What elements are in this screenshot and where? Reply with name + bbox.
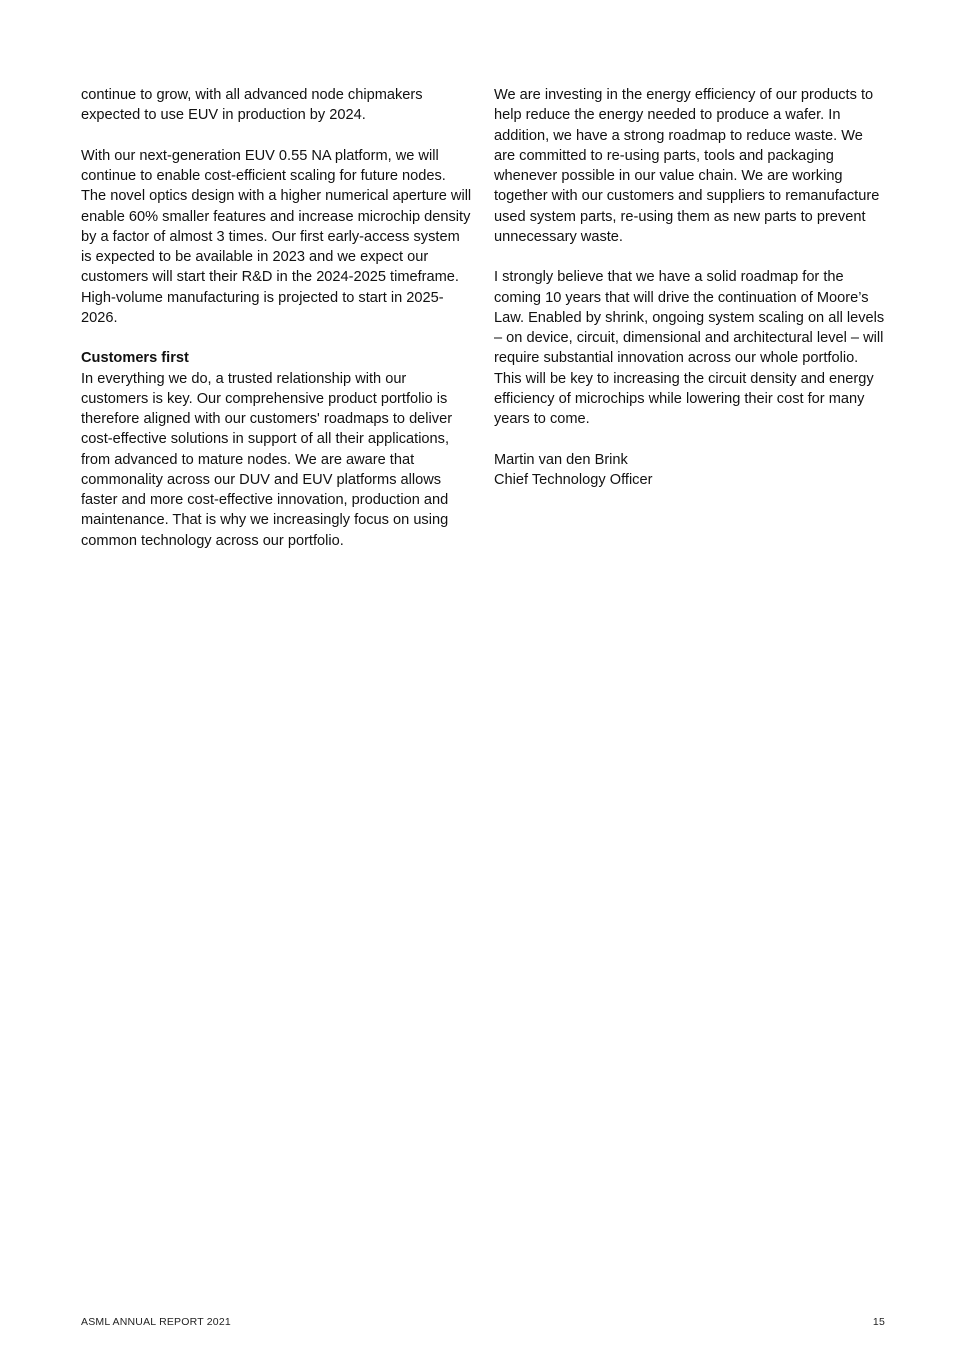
signature-name: Martin van den Brink <box>494 451 628 468</box>
paragraph-energy-efficiency: We are investing in the energy efficiency of our products to help reduce the energy needed to produce a wafer. In addition, we have a strong roadmap to reduce waste. We are committed to re-using parts, tools and packaging whenever possible in our value chain. We are working together with our customers and suppliers to remanufacture used system parts, re-using them as new parts to prevent unnecessary waste. <box>494 87 880 245</box>
paragraph-customers-first: In everything we do, a trusted relationship with our customers is key. Our comprehensive product portfolio is therefore aligned with our customers' roadmaps to deliver cost-effective solutions in support of all their applications, from advanced to mature nodes. We are aware that commonality across our DUV and EUV platforms allows faster and more cost-effective innovation, production and maintenance. That is why we increasingly focus on using common technology across our portfolio. <box>81 370 453 549</box>
signature-title: Chief Technology Officer <box>494 471 653 488</box>
section-heading-customers-first: Customers first <box>81 350 189 367</box>
footer-page-number: 15 <box>872 1316 885 1328</box>
paragraph-roadmap: I strongly believe that we have a solid roadmap for the coming 10 years that will drive the continuation of Moore’s Law. Enabled by shrink, ongoing system scaling on all levels – on device, circuit, dimensional and architectural level – will require substantial innovation across our whole portfolio. This will be key to increasing the circuit density and energy efficiency of microchips while lowering their cost for many years to come. <box>494 269 885 427</box>
signature-block <box>494 450 886 491</box>
paragraph-euv-adoption: continue to grow, with all advanced node chipmakers expected to use EUV in production by 2024. <box>81 87 423 124</box>
footer-report-title: ASML ANNUAL REPORT 2021 <box>81 1316 231 1328</box>
left-column <box>81 85 473 571</box>
paragraph-high-na-platform: With our next-generation EUV 0.55 NA platform, we will continue to enable cost-efficient scaling for future nodes. The novel optics design with a higher numerical aperture will enable 60% smaller features and increase microchip density by a factor of almost 3 times. Our first early-access system is expected to be available in 2023 and we expect our customers will start their R&D in the 2024-2025 timeframe. High-volume manufacturing is projected to start in 2025-2026. <box>81 147 472 326</box>
right-column <box>494 85 886 490</box>
